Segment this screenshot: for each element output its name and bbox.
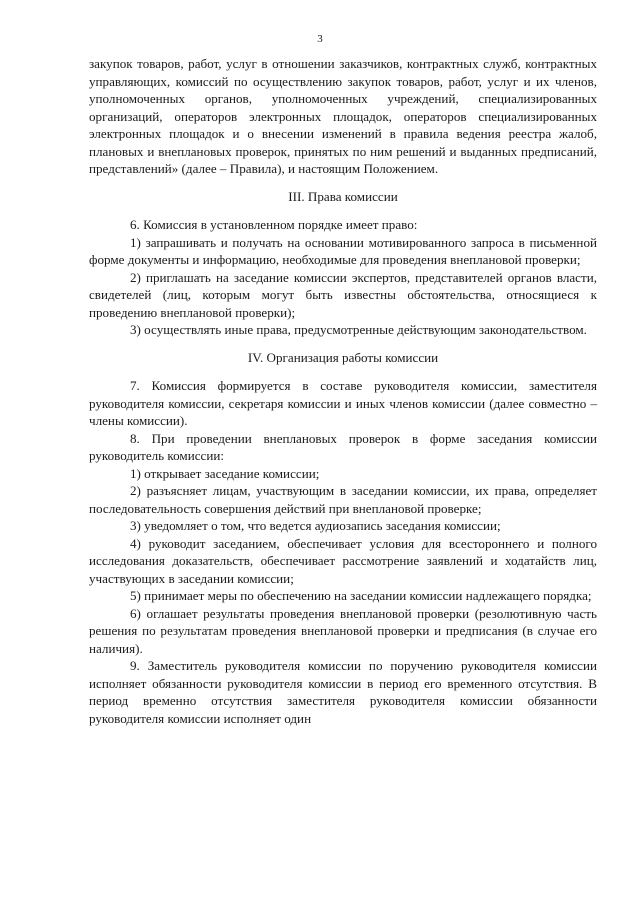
paragraph-9: 9. Заместитель руководителя комиссии по поручению руководителя комиссии исполняет обязанности руководителя комиссии в период его временного отсутствия. В период временно отсутствия заместителя руководителя комиссии обязанности руководителя комиссии исполняет один — [89, 658, 597, 726]
document-body — [89, 55, 597, 727]
section-heading-organization: IV. Организация работы комиссии — [247, 349, 439, 365]
paragraph-7: 7. Комиссия формируется в составе руководителя комиссии, заместителя руководителя комиссии, секретаря комиссии и иных членов комиссии (далее совместно – члены комиссии). — [89, 378, 597, 428]
paragraph-8-item-5: 5) принимает меры по обеспечению на заседании комиссии надлежащего порядка; — [130, 588, 592, 603]
section-heading-rights: III. Права комиссии — [288, 188, 398, 204]
paragraph-8-item-2: 2) разъясняет лицам, участвующим в заседании комиссии, их права, определяет последовательность совершения действий при внеплановой проверке; — [89, 483, 597, 516]
page-number: 3 — [317, 33, 323, 45]
paragraph-8-item-4: 4) руководит заседанием, обеспечивает условия для всестороннего и полного исследования доказательств, обеспечивает рассмотрение заявлений и ходатайств лиц, участвующих в заседании комиссии; — [89, 535, 597, 586]
paragraph-8-item-6: 6) оглашает результаты проведения внеплановой проверки (резолютивную часть решения по результатам проведения внеплановой проверки и предписания (в случае его наличия). — [89, 605, 597, 656]
paragraph-6-item-3: 3) осуществлять иные права, предусмотренные действующим законодательством. — [130, 322, 587, 337]
paragraph-6-item-2: 2) приглашать на заседание комиссии экспертов, представителей органов власти, свидетелей (лиц, которым могут быть известны обстоятельства, относящиеся к проведению внеплановой проверки); — [89, 269, 597, 320]
paragraph-6-item-1: 1) запрашивать и получать на основании мотивированного запроса в письменной форме документы и информацию, необходимые для проведения внеплановой проверки; — [89, 234, 597, 267]
paragraph-8-item-1: 1) открывает заседание комиссии; — [130, 465, 320, 481]
paragraph-8-item-3: 3) уведомляет о том, что ведется аудиозапись заседания комиссии; — [130, 518, 501, 533]
paragraph-8: 8. При проведении внеплановых проверок в форме заседания комиссии руководитель комиссии: — [89, 430, 597, 463]
paragraph-6: 6. Комиссия в установленном порядке имеет право: — [130, 217, 418, 232]
intro-paragraph: закупок товаров, работ, услуг в отношении заказчиков, контрактных служб, контрактных управляющих, комиссий по осуществлению закупок товаров, работ, услуг и их членов, уполномоченных органов, уполномоченных учреждений, специализированных организаций, операторов электронных площадок, операторов специализированных электронных площадок и о внесении изменений в правила ведения реестра жалоб, плановых и внеплановых проверок, принятых по ним решений и выданных предписаний, представлений» (далее – Правила), и настоящим Положением. — [89, 56, 597, 176]
